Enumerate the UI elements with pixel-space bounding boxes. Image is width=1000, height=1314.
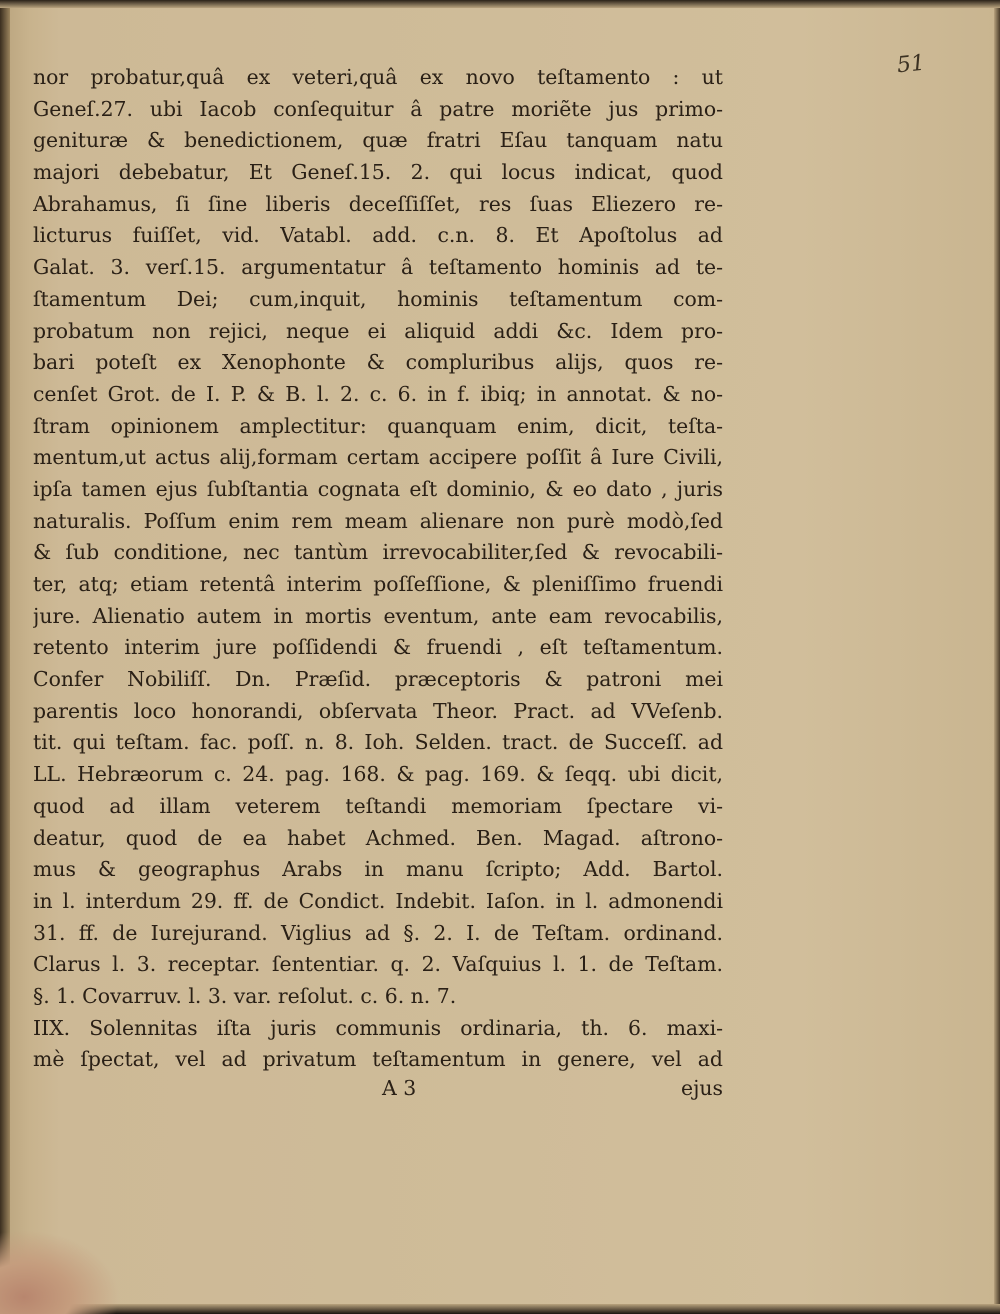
text-line: ſtamentum Dei; cum,inquit, hominis teſtamentum com- (33, 286, 723, 311)
text-line: & ſub conditione, nec tantùm irrevocabiliter,ſed & revocabili- (33, 540, 723, 565)
text-line: LL. Hebræorum c. 24. pag. 168. & pag. 169. & ſeqq. ubi dicit, (33, 762, 723, 787)
text-line: cenſet Grot. de I. P. & B. l. 2. c. 6. in f. ibiq; in annotat. & no- (33, 381, 723, 406)
page-number: 51 (895, 50, 927, 79)
text-line: nor probatur,quâ ex veteri,quâ ex novo teſtamento : ut (33, 65, 723, 89)
text-line: tit. qui teſtam. fac. poſſ. n. 8. Ioh. Selden. tract. de Succeſſ. ad (33, 730, 723, 755)
text-line: Clarus l. 3. receptar. ſententiar. q. 2. Vaſquius l. 1. de Teſtam. (33, 952, 723, 977)
page-edge-left (0, 0, 10, 1314)
page-footer (33, 1076, 723, 1108)
text-line: Abrahamus, ſi ſine liberis deceſſiſſet, res ſuas Eliezero re- (33, 191, 723, 216)
text-line: Geneſ.27. ubi Iacob conſequitur â patre moriẽte jus primo- (33, 96, 723, 121)
text-line: majori debebatur, Et Geneſ.15. 2. qui locus indicat, quod (33, 160, 723, 185)
text-line: retento interim jure poſſidendi & fruendi , eſt teſtamentum. (33, 635, 723, 660)
text-line: deatur, quod de ea habet Achmed. Ben. Magad. aſtrono- (33, 825, 723, 850)
signature-mark: A 3 (382, 1076, 417, 1100)
text-line: mè ſpectat, vel ad privatum teſtamentum in genere, vel ad (33, 1047, 723, 1072)
text-line: Galat. 3. verſ.15. argumentatur â teſtamento hominis ad te- (33, 255, 723, 280)
text-line: mus & geographus Arabs in manu ſcripto; Add. Bartol. (33, 857, 723, 882)
text-line: parentis loco honorandi, obſervata Theor. Pract. ad VVeſenb. (33, 698, 723, 723)
text-line: probatum non rejici, neque ei aliquid addi &c. Idem pro- (33, 318, 723, 343)
text-line: mentum,ut actus alij,formam certam accipere poſſit â Iure Civili, (33, 445, 723, 470)
text-line: ter, atq; etiam retentâ interim poſſeſſione, & pleniſſimo fruendi (33, 572, 723, 596)
page-edge-bottom (0, 1304, 1000, 1314)
text-line: ipſa tamen ejus ſubſtantia cognata eſt dominio, & eo dato , juris (33, 476, 723, 501)
body-text (33, 62, 723, 1076)
text-line: 31. ff. de Iurejurand. Viglius ad §. 2. I. de Teſtam. ordinand. (33, 920, 723, 945)
text-line: genituræ & benedictionem, quæ fratri Eſau tanquam natu (33, 128, 723, 153)
text-line: quod ad illam veterem teſtandi memoriam ſpectare vi- (33, 793, 723, 818)
text-line: Confer Nobiliſſ. Dn. Præſid. præceptoris & patroni mei (33, 667, 723, 692)
text-line: §. 1. Covarruv. l. 3. var. reſolut. c. 6. n. 7. (33, 983, 457, 1008)
text-line: in l. interdum 29. ff. de Condict. Indebit. Iaſon. in l. admonendi (33, 888, 723, 913)
catchword: ejus (681, 1076, 723, 1100)
paper-stain (0, 1230, 120, 1314)
text-line: ſtram opinionem amplectitur: quanquam enim, dicit, teſta- (33, 413, 723, 438)
text-line: naturalis. Poſſum enim rem meam alienare non purè modò,ſed (33, 508, 723, 533)
page-edge-right (994, 0, 1000, 1314)
text-line: jure. Alienatio autem in mortis eventum, ante eam revocabilis, (33, 603, 723, 628)
page-edge-top (0, 0, 1000, 8)
text-line: licturus fuiſſet, vid. Vatabl. add. c.n. 8. Et Apoſtolus ad (33, 223, 723, 248)
text-line: bari poteſt ex Xenophonte & compluribus alijs, quos re- (33, 350, 723, 375)
text-line: IIX. Solennitas iſta juris communis ordinaria, th. 6. maxi- (33, 1015, 723, 1040)
